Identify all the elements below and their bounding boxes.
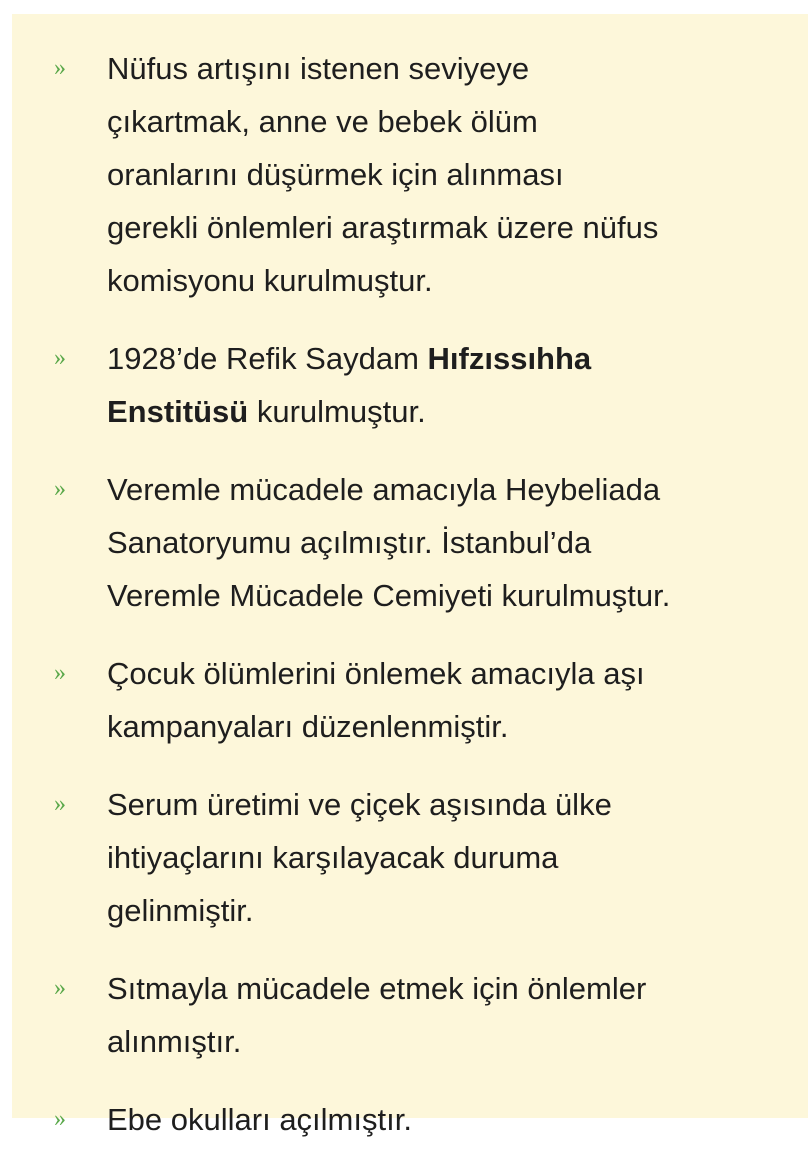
list-item-text (107, 341, 591, 429)
list-item-text (107, 51, 658, 298)
content-panel (12, 14, 808, 1137)
list-item-text (107, 1102, 412, 1137)
bullet-marker-icon: » (54, 476, 66, 502)
list-item (12, 778, 808, 937)
bold-term: Hıfzıssıhha Enstitüsü (107, 341, 592, 429)
text-segment: 1928’de Refik Saydam (107, 341, 428, 376)
list-item (12, 647, 808, 753)
text-segment: Serum üretimi ve çiçek aşısında ülke ihtiyaçlarını karşılayacak duruma gelinmiştir. (107, 787, 612, 928)
list-item (12, 42, 808, 307)
list-item-text (107, 656, 645, 744)
bullet-marker-icon: » (54, 55, 66, 81)
list-item-text (107, 787, 612, 928)
text-segment: Nüfus artışını istenen seviyeye çıkartmak, anne ve bebek ölüm oranlarını düşürmek için alınması gerekli önlemleri araştırmak üzere nüfus komisyonu kurulmuştur. (107, 51, 659, 298)
text-segment: Ebe okulları açılmıştır. (107, 1102, 412, 1137)
list-item (12, 1093, 808, 1146)
text-segment: Çocuk ölümlerini önlemek amacıyla aşı kampanyaları düzenlenmiştir. (107, 656, 645, 744)
bullet-marker-icon: » (54, 791, 66, 817)
list-item (12, 962, 808, 1068)
bullet-marker-icon: » (54, 660, 66, 686)
list-item-text (107, 472, 670, 613)
text-segment: Veremle mücadele amacıyla Heybeliada Sanatoryumu açılmıştır. İstanbul’da Veremle Mücadele Cemiyeti kurulmuştur. (107, 472, 671, 613)
bullet-marker-icon: » (54, 1106, 66, 1132)
bullet-marker-icon: » (54, 345, 66, 371)
list-item-text (107, 971, 646, 1059)
list-item (12, 332, 808, 438)
bullet-list (12, 42, 808, 1171)
text-segment: kurulmuştur. (248, 394, 426, 429)
list-item (12, 463, 808, 622)
text-segment: Sıtmayla mücadele etmek için önlemler alınmıştır. (107, 971, 647, 1059)
bullet-marker-icon: » (54, 975, 66, 1001)
